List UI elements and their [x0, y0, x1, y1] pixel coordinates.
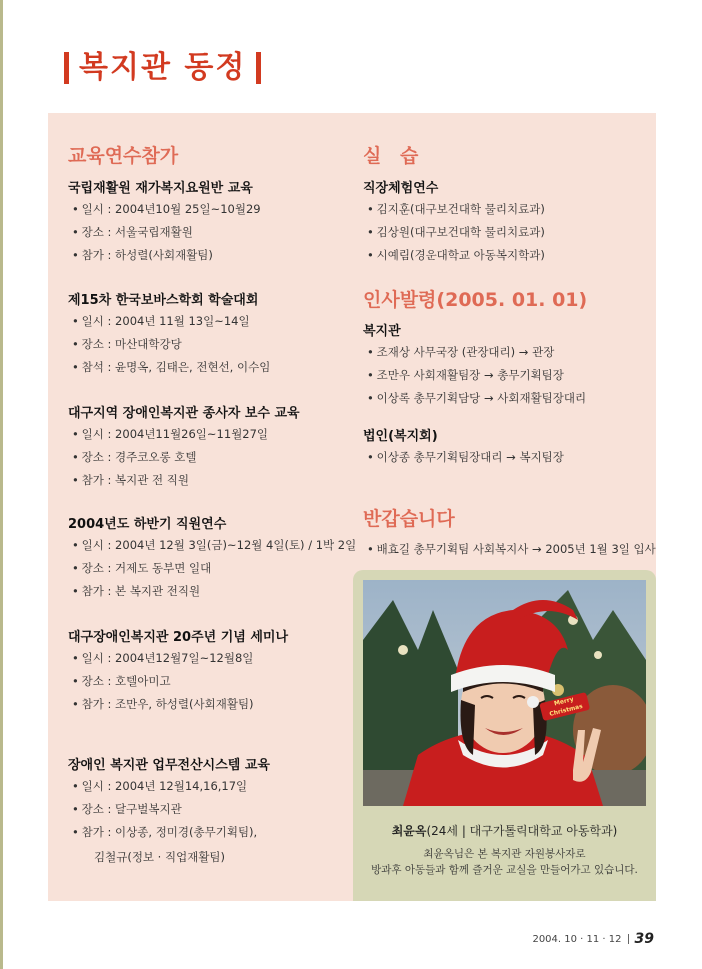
item-line: • 일시 : 2004년 12월14,16,17일 [72, 779, 248, 793]
personnel-line: • 조만우 사회재활팀장 → 총무기획팀장 [367, 368, 564, 382]
page-title [64, 48, 261, 88]
item-line: • 참가 : 조만우, 하성렬(사회재활팀) [72, 697, 254, 711]
page-number: 39 [634, 931, 654, 947]
item-line: • 참가 : 이상종, 정미경(총무기획팀), [72, 825, 258, 839]
item-line: • 일시 : 2004년10월 25일~10월29 [72, 202, 261, 216]
item-title: 장애인 복지관 업무전산시스템 교육 [68, 758, 270, 773]
item-line: • 참가 : 복지관 전 직원 [72, 473, 190, 487]
item-line: • 참석 : 윤명옥, 김태은, 전현선, 이수임 [72, 360, 271, 374]
item-line: • 장소 : 마산대학강당 [72, 337, 182, 351]
page-edge-rule [0, 0, 3, 969]
photo-illustration [363, 580, 646, 806]
training-item [68, 180, 261, 267]
training-item [68, 757, 270, 869]
photo-caption-line: 최윤옥님은 본 복지관 자원봉사자로 [423, 848, 586, 860]
practice-line: • 시예림(경운대학교 아동복지학과) [367, 248, 545, 262]
footer-separator [628, 934, 629, 944]
volunteer-photo [363, 580, 646, 806]
practice-line: • 김상원(대구보건대학 물리치료과) [367, 225, 545, 239]
training-heading-block [68, 143, 178, 169]
page-footer [532, 931, 654, 947]
item-line: • 참가 : 본 복지관 전직원 [72, 584, 201, 598]
training-heading: 교육연수참가 [68, 145, 179, 167]
practice-heading: 실 습 [363, 145, 425, 167]
page-title-text: 복지관 동정 [79, 50, 247, 85]
item-title: 국립재활원 재가복지요원반 교육 [68, 181, 253, 196]
practice-section [363, 143, 545, 267]
welcome-section [363, 506, 656, 561]
personnel-heading: 인사발령(2005. 01. 01) [363, 289, 588, 311]
issue-date: 2004. 10 · 11 · 12 [532, 933, 622, 945]
item-line: • 장소 : 경주코오롱 호텔 [72, 450, 197, 464]
item-line: • 참가 : 하성렬(사회재활팀) [72, 248, 213, 262]
photo-caption-name: 최윤옥(24세 | 대구가톨릭대학교 아동학과) [391, 824, 618, 838]
item-title: 대구장애인복지관 20주년 기념 세미나 [68, 630, 289, 645]
item-line: • 장소 : 서울국립재활원 [72, 225, 193, 239]
item-title: 제15차 한국보바스학회 학술대회 [68, 293, 259, 308]
item-line: • 장소 : 달구벌복지관 [72, 802, 182, 816]
welcome-heading: 반갑습니다 [363, 508, 455, 530]
practice-line: • 김지훈(대구보건대학 물리치료과) [367, 202, 545, 216]
training-item [68, 516, 356, 603]
item-line: • 일시 : 2004년 12월 3일(금)~12월 4일(토) / 1박 2일 [72, 538, 357, 552]
volunteer-photo-box [353, 570, 656, 901]
item-line: • 장소 : 거제도 동부면 일대 [72, 561, 212, 575]
item-title: 대구지역 장애인복지관 종사자 보수 교육 [68, 406, 300, 421]
item-line-continuation: 김철규(정보 · 직업재활팀) [94, 850, 226, 864]
personnel-line: • 조재상 사무국장 (관장대리) → 관장 [367, 345, 555, 359]
title-bar-left [64, 52, 69, 84]
item-title: 2004년도 하반기 직원연수 [68, 517, 227, 532]
personnel-section [363, 287, 587, 469]
personnel-line: • 이상종 총무기획팀장대리 → 복지팀장 [367, 450, 564, 464]
training-item [68, 629, 288, 716]
practice-title: 직장체험연수 [363, 181, 439, 196]
personnel-line: • 이상록 총무기획담당 → 사회재활팀장대리 [367, 391, 587, 405]
training-item [68, 405, 300, 492]
ornament-sign-text: Merry Christmas [548, 695, 584, 718]
item-line: • 일시 : 2004년11월26일~11월27일 [72, 427, 269, 441]
training-item [68, 292, 270, 379]
welcome-line: • 배효길 총무기획팀 사회복지사 → 2005년 1월 3일 입사 [367, 542, 656, 556]
item-line: • 일시 : 2004년 11월 13일~14일 [72, 314, 250, 328]
photo-caption-line: 방과후 아동들과 함께 즐거운 교실을 만들어가고 있습니다. [371, 864, 638, 876]
item-line: • 일시 : 2004년12월7일~12월8일 [72, 651, 254, 665]
personnel-group-title: 복지관 [363, 324, 401, 339]
title-bar-right [256, 52, 261, 84]
item-line: • 장소 : 호텔아미고 [72, 674, 171, 688]
personnel-group-title: 법인(복지회) [363, 429, 438, 444]
